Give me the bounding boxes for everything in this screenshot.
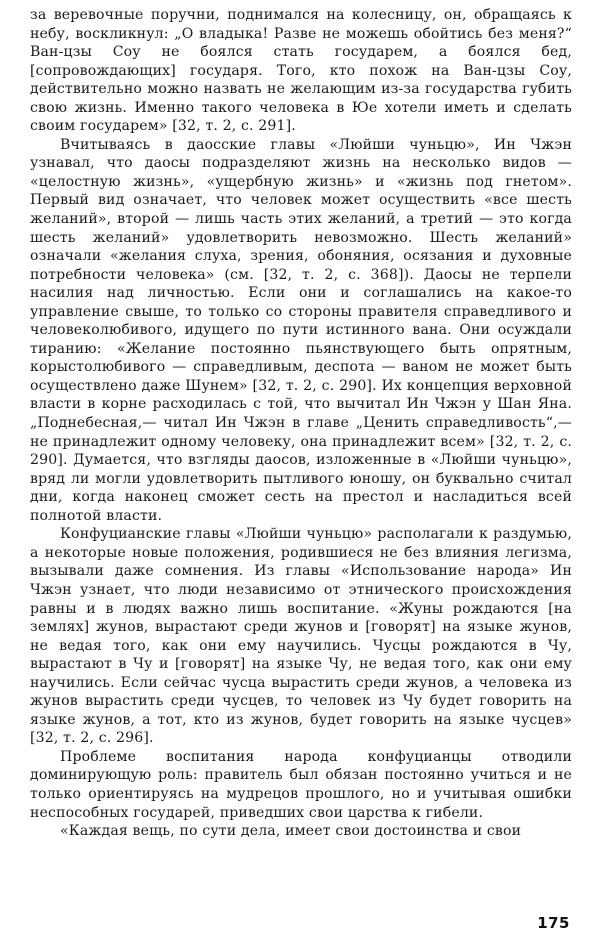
paragraph-1: за веревочные поручни, поднимался на колесницу, он, обращаясь к небу, воскликнул: „О владыка! Разве не можешь обойтись без меня?“ Ван-цзы Соу не боялся стать государем, а боялся бед, [сопровождающих] государя. Того, кто похож на Ван-цзы Соу, действительно можно назвать не желающим из-за государства губить свою жизнь. Именно такого человека в Юе хотели иметь и сделать своим государем» [32, т. 2, с. 291]. xyxy=(30,7,572,135)
paragraph-4: Проблеме воспитания народа конфуцианцы отводили доминирующую роль: правитель был обязан постоянно учиться и не только ориентируясь на мудрецов прошлого, но и учитывая ошибки неспособных государей, приведших свои царства к гибели. xyxy=(30,748,572,821)
book-page xyxy=(30,6,572,934)
paragraph-2: Вчитываясь в даосские главы «Люйши чуньцю», Ин Чжэн узнавал, что даосы подразделяют жизнь на несколько видов — «целостную жизнь», «ущербную жизнь» и «жизнь под гнетом». Первый вид означает, что человек может осуществить «все шесть желаний», второй — лишь часть этих желаний, а третий — это когда шесть желаний» удовлетворить невозможно. Шесть желаний» означали «желания слуха, зрения, обоняния, осязания и духовные потребности человека» (см. [32, т. 2, с. 368]). Даосы не терпели насилия над личностью. Если они и соглашались на какое-то управление свыше, то только со стороны правителя справедливого и человеколюбивого, идущего по пути истинного вана. Они осуждали тиранию: «Желание постоянно пьянствующего быть опрятным, корыстолюбивого — справедливым, деспота — ваном не может быть осуществлено даже Шунем» [32, т. 2, с. 290]. Их концепция верховной власти в корне расходилась с той, что вычитал Ин Чжэн у Шан Яна. „Поднебесная,— читал Ин Чжэн в главе „Ценить справедливость“,— не принадлежит одному человеку, она принадлежит всем» [32, т. 2, с. 290]. Думается, что взгляды даосов, изложенные в «Люйши чуньцю», вряд ли могли удовлетворить пытливого юношу, он буквально считал дни, когда наконец сможет сесть на престол и насладиться всей полнотой власти. xyxy=(30,136,572,524)
page-number: 175 xyxy=(537,914,570,932)
paragraph-3: Конфуцианские главы «Люйши чуньцю» располагали к раздумью, а некоторые новые положения, родившиеся не без влияния легизма, вызывали даже сомнения. Из главы «Использование народа» Ин Чжэн узнает, что люди независимо от этнического происхождения равны и в людях важно лишь воспитание. «Жуны рождаются [на землях] жунов, вырастают среди жунов и [говорят] на языке жунов, не ведая того, как они ему научились. Чусцы рождаются в Чу, вырастают в Чу и [говорят] на языке Чу, не ведая того, как они ему научились. Если сейчас чусца вырастить среди жунов, а человека из жунов вырастить среди чусцев, то человек из Чу будет говорить на языке жунов, а тот, кто из жунов, будет говорить на языке чусцев» [32, т. 2, с. 296]. xyxy=(30,526,572,747)
paragraph-5: «Каждая вещь, по сути дела, имеет свои достоинства и свои xyxy=(60,823,522,840)
